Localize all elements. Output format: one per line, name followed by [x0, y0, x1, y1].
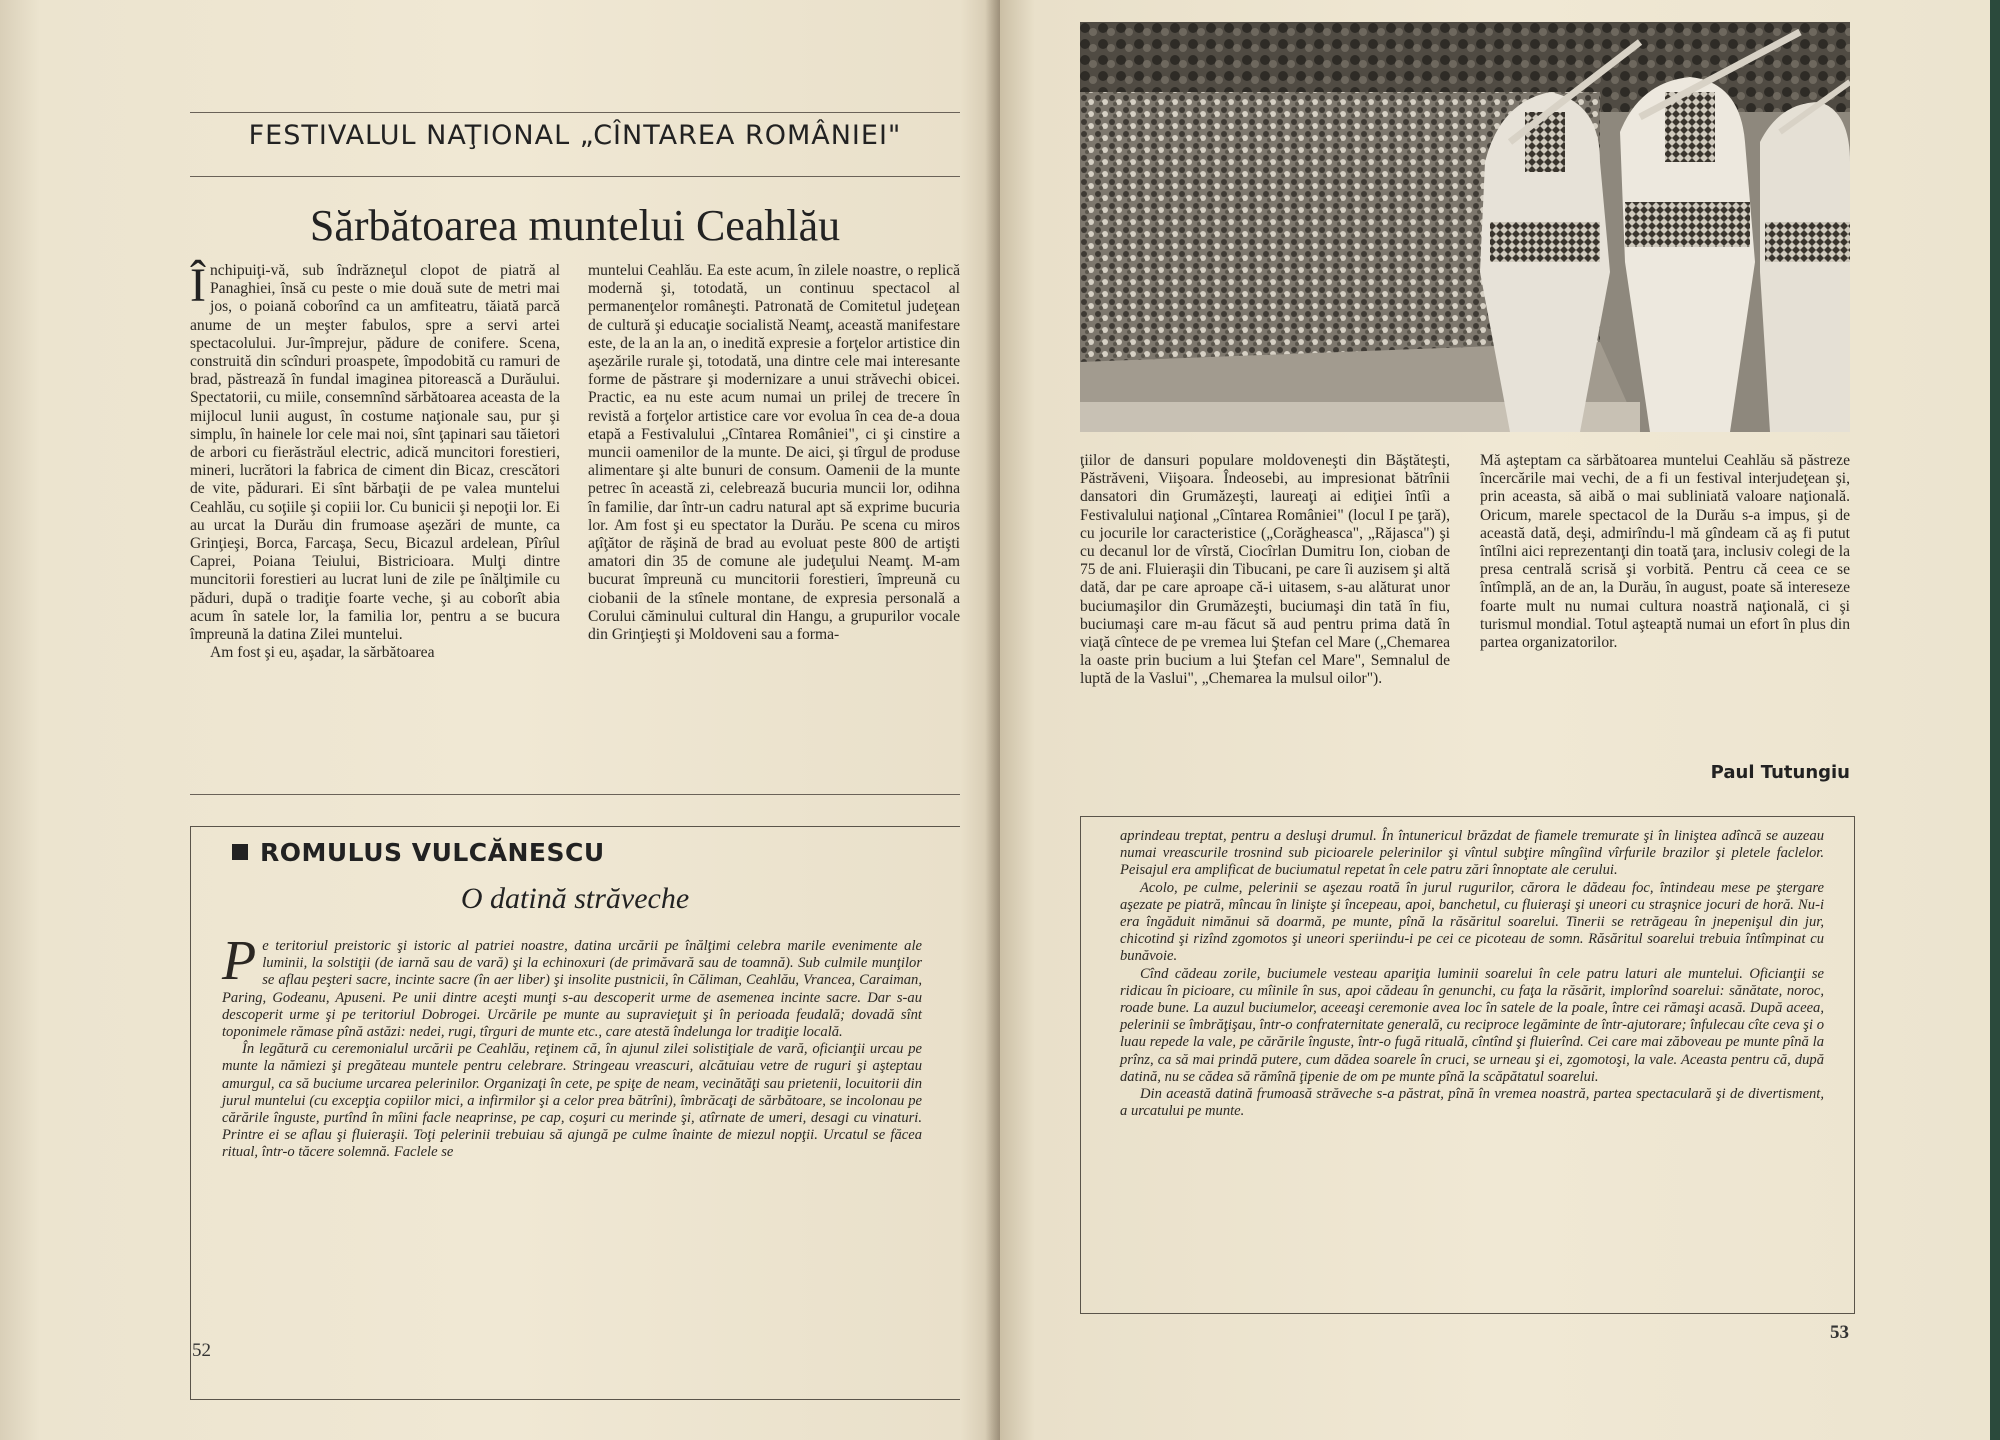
section-rule [190, 794, 960, 795]
book-cover-edge-right [1990, 0, 2000, 1440]
box-author-name: ROMULUS VULCĂNESCU [260, 838, 605, 867]
article-column-1 [190, 259, 560, 662]
box-paragraph-1: e teritoriul preistoric şi istoric al patriei noastre, datina urcării pe înălţimi celebra marile evenimente ale luminii, la solstiţii (de iarnă sau de vară) şi la echinoxuri (de primăvară sau de toamnă). Sub culmile munţilor se aflau peşteri sacre, incinte sacre (în aer liber) şi insolite pustnicii, în Căliman, Ceahlău, Vrancea, Caraiman, Paring, Godeanu, Apuseni. Pe unii dintre aceşti munţi s-au descoperit urme de asemenea incinte sacre. Dar s-au descoperit urme şi pe teritoriul Dobrogei. Urcările pe munte au supravieţuit şi în perioada feudală; dovadă sînt toponimele rămase pînă astăzi: nedei, rugi, tîrguri de munte etc., care atestă îndelunga lor tradiţie locală. [222, 938, 922, 1041]
box-right-paragraph-4: Din această datină frumoasă străveche s-a păstrat, pînă în vremea noastră, partea spectaculară şi de divertisment, a urcatului pe munte. [1120, 1086, 1824, 1120]
article-col1-text: nchipuiţi-vă, sub îndrăzneţul clopot de piatră al Panaghiei, însă cu peste o mie două sute de metri mai jos, o poiană coborînd ca un amfiteatru, tăiată parcă anume de un meşter fabulos, spre a servi artei spectacolului. Jur-împrejur, pădure de conifere. Scena, construită din scînduri proaspete, împodobită cu ramuri de brad, păstrează în fundal imaginea pitorească a Durăului. Spectatorii, cu miile, consemnînd sărbătoarea aceasta de la mijlocul lunii august, în costume naţionale sau, pur şi simplu, în hainele lor cele mai noi, sînt ţapinari sau tăietori de arbori cu fierăstrăul electric, adică muncitori forestieri, mineri, lucrători la fabrica de ciment din Bicaz, crescători de vite, pădurari. Ei sînt bărbaţii de pe valea muntelui Ceahlău, cu soţiile şi copiii lor. Cu bunicii şi nepoţii lor. Ei au urcat la Durău din frumoase aşezări de munte, ca Grinţieşi, Borca, Farcaşa, Secu, Bicazul ardelean, Pîrîul Caprei, Poiana Teiului, Bistricioara. Mulţi dintre muncitorii forestieri au lucrat luni de zile pe înălţimile cu păduri, după o tradiţie foarte veche, şi au coborît abia acum în satele lor, la familia lor, pentru a se bucura împreună la datina Zilei muntelui. [190, 262, 560, 644]
right-col2-text: Mă aşteptam ca sărbătoarea muntelui Ceahlău să păstreze încercările mai vechi, de a fi un festival interjudeţean şi, prin aceasta, să aibă o mai subliniată valoare naţională. Oricum, marele spectacol de la Durău s-a impus, şi de această dată, deşi, admirîndu-l mă gîndeam că aş fi putut întîlni aici reprezentanţi din toată ţara, inclusiv colegi de la presa centrală scrisă şi vorbită. Pentru că ceea ce se întîmplă, an de an, la Durău, în august, poate să intereseze foarte mult nu numai cultura noastră naţională, ci şi turismul mondial. Totul aşteaptă numai un efort în plus din partea organizatorilor. [1480, 452, 1850, 652]
box-right-paragraph-3: Cînd cădeau zorile, buciumele vesteau apariţia luminii soarelui în cele patru laturi ale muntelui. Oficianţii se ridicau în picioare, cu mîinile în sus, apoi cădeau în genunchi, cu faţa la răsărit, implorînd soarelui: sănătate, noroc, roade bune. La auzul buciumelor, aceeaşi ceremonie avea loc în satele de la poale, între cei rămaşi acasă. După aceea, pelerinii se îmbrăţişau, într-o confraternitate generală, cu reciproce legăminte de într-ajutorare; înfulecau cîte ceva şi o luau repede la vale, pe cărările înguste, într-o fugă rituală, cîntînd şi fluierînd. Cei care mai zăboveau pe munte pînă la prînz, ca să mai prindă putere, cum dădea soarele în cruci, se urneau şi ei, zgomotoşi, la vale. Aceasta pentru că, după datină, nu se cădea să rămînă ţipenie de om pe munte pînă la scăpătatul soarelui. [1120, 965, 1824, 1085]
crowd-and-musicians-photo [1080, 22, 1850, 432]
festival-photo [1080, 22, 1850, 432]
right-column-2 [1480, 452, 1850, 652]
heading-rule [190, 176, 960, 177]
box-text-left [222, 930, 922, 1162]
article-title: Sărbătoarea muntelui Ceahlău [309, 201, 841, 250]
box-right-paragraph-2: Acolo, pe culme, pelerinii se aşezau roată în jurul rugurilor, cărora le dădeau foc, întindeau mese pe ştergare aşezate pe piatră, mîncau în linişte şi începeau, apoi, banchetul, cu fluieraşi şi uneori cu straşnice jocuri de horă. Nu-i era îngăduit nimănui să doarmă, pe munte, pînă la răsăritul soarelui. Tinerii se retrăgeau în jnepenişul din jur, chicotind şi rizînd zgomotos şi uneori speriindu-i pe cei ce picoteau de somn. Răsăritul soarelui trebuia întîmpinat cu bunăvoie. [1120, 879, 1824, 965]
article-column-2 [588, 262, 960, 644]
box-dropcap: P [222, 930, 257, 992]
box-right-paragraph-1: aprindeau treptat, pentru a desluşi drumul. În întunericul brăzdat de fiamele tremurate şi în liniştea adîncă se auzeau numai vreascurile trosnind sub picioarele pelerinilor şi vîntul subţire mîngîind vîrfurile brazilor şi pletele faclelor. Peisajul era amplificat de buciumatul repetat în cele patru zări înnoptate ale cerului. [1120, 828, 1824, 879]
page-number-right: 53 [1830, 1322, 1849, 1343]
author-signature: Paul Tutungiu [1710, 762, 1850, 783]
page-number-left: 52 [192, 1340, 211, 1361]
top-rule [190, 112, 960, 113]
box-title: O datină străveche [460, 882, 690, 915]
article-col2-text: muntelui Ceahlău. Ea este acum, în zilele noastre, o replică modernă şi, totodată, un continuu spectacol al permanenţelor româneşti. Patronată de Comitetul judeţean de cultură şi educaţie socialistă Neamţ, această manifestare este, de la an la an, o inedită expresie a forţelor artistice din aşezările rurale şi, totodată, una dintre cele mai interesante forme de păstrare şi modernizare a unui străvechi obicei. Practic, ea nu este acum numai un prilej de trecere în revistă a forţelor artistice care vor evolua în cea de-a doua etapă a Festivalului „Cîntarea României", ci şi cinstire a muncii oamenilor de la munte. De aici, şi tîrgul de produse alimentare şi alte bunuri de consum. Oamenii de la munte petrec în această zi, celebrează bucuria muncii lor, odihna în familie, dar într-un cadru natural apt să exprime bucuria lor. Am fost şi eu spectator la Durău. Pe scena cu miros aţîţător de răşină de brad au evoluat peste 800 de artişti amatori din 35 de comune ale judeţului Neamţ. M-am bucurat împreună cu muncitorii forestieri, împreună cu ciobanii de la stînele montane, de expresia personală a Corului căminului cultural din Hangu, a grupurilor vocale din Grinţieşti şi Moldoveni sau a forma- [588, 262, 960, 644]
square-bullet-icon [232, 844, 248, 860]
right-col1-text: ţiilor de dansuri populare moldoveneşti din Băştăteşti, Păstrăveni, Viişoara. Îndeosebi, au impresionat bătrînii dansatori din Grumăzeşti, laureaţi ai ediţiei întîi a Festivalului naţional „Cîntarea României" (locul I pe ţară), cu jocurile lor caracteristice („Corăgheasca", „Răjasca") şi cu decanul lor de vîrstă, Ciocîrlan Dumitru Ion, cioban de 75 de ani. Fluieraşii din Tibucani, pe care îi auzisem şi altă dată, dar pe care aproape că-i uitasem, s-au alăturat unor buciumaşilor din Grumăzeşti, buciumaşi din tată în fiu, buciumaşi care m-au făcut să aud pentru prima dată în viaţă cîntece de pe vremea lui Ştefan cel Mare („Chemarea la oaste prin bucium a lui Ştefan cel Mare", Semnalul de luptă de la Vaslui", „Chemarea la mulsul oilor"). [1080, 452, 1450, 688]
dropcap: Î [190, 259, 206, 312]
box-text-right [1120, 828, 1824, 1120]
box-author [232, 838, 605, 867]
festival-heading: FESTIVALUL NAŢIONAL „CÎNTAREA ROMÂNIEI" [248, 120, 902, 151]
right-page [1000, 0, 1990, 1440]
right-column-1 [1080, 452, 1450, 689]
box-paragraph-2: În legătură cu ceremonialul urcării pe Ceahlău, reţinem că, în ajunul zilei solistiţiale de vară, oficianţii urcau pe munte la nămiezi şi pregăteau muntele pentru celebrare. Stringeau vreascuri, alcătuiau vetre de ruguri şi aşteptau amurgul, ca să buciume urcarea pelerinilor. Organizaţi în cete, pe spiţe de neam, vecinătăţi sau prietenii, locuitorii din jurul muntelui (cu excepţia copiilor mici, a infirmilor şi a celor prea bătrîni), îmbrăcaţi de sărbătoare, se incolonau pe cărările înguste, purtînd în mîini facle neaprinse, pe cap, coşuri cu merinde şi, atîrnate de umeri, desagi cu vinaturi. Printre ei se aflau şi fluieraşii. Toţi pelerinii trebuiau să ajungă pe culme înainte de miezul nopţii. Urcatul se făcea ritual, într-o tăcere solemnă. Faclele se [222, 1041, 922, 1161]
article-col1-text2: Am fost şi eu, aşadar, la sărbătoarea [210, 644, 435, 662]
